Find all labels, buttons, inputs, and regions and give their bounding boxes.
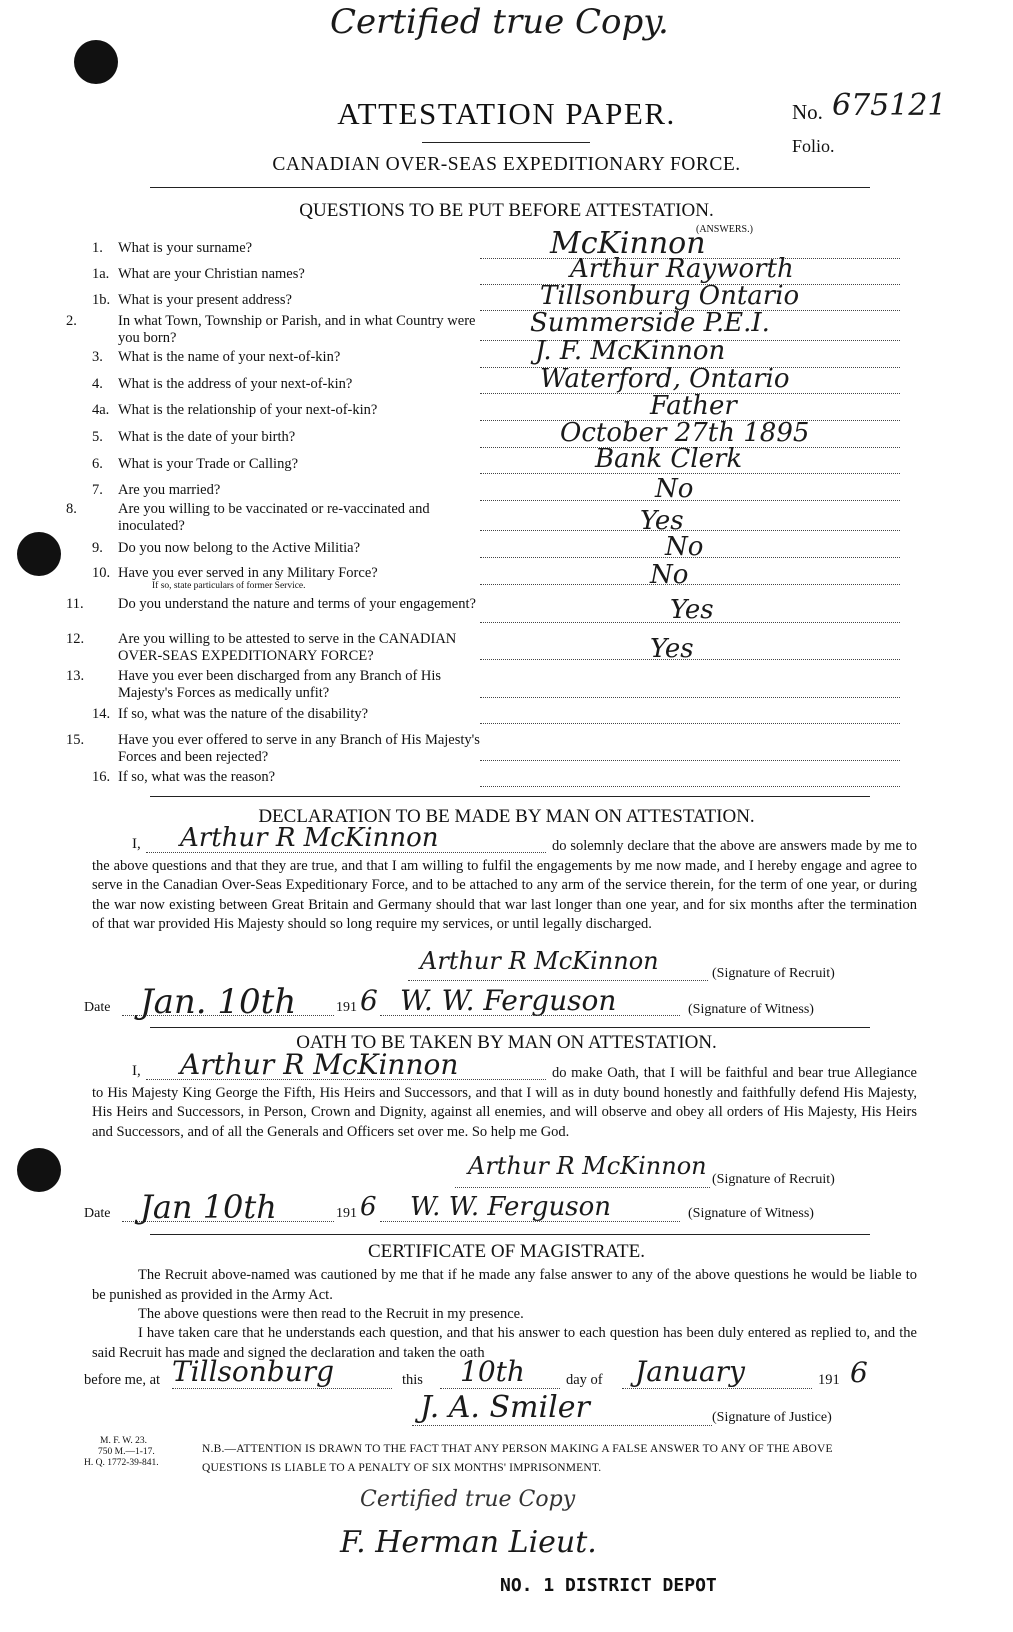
declaration-date-label: Date xyxy=(84,1000,111,1015)
magistrate-place: Tillsonburg xyxy=(172,1355,335,1388)
declaration-recruit-name: Arthur R McKinnon xyxy=(180,823,439,853)
question-13: 13. Have you ever been discharged from any Branch of His Majesty's Forces as medically unfit? xyxy=(66,668,442,701)
justice-signature-label: (Signature of Justice) xyxy=(712,1410,832,1425)
answer-line xyxy=(480,584,900,585)
magistrate-before-me: before me, at xyxy=(84,1372,161,1388)
folio-label: Folio. xyxy=(792,136,835,156)
magistrate-month-line xyxy=(622,1388,812,1389)
punch-hole-middle xyxy=(17,532,61,576)
magistrate-day-of: day of xyxy=(566,1372,603,1388)
nb-warning: N.B.—ATTENTION IS DRAWN TO THE FACT THAT ANY PERSON MAKING A FALSE ANSWER TO ANY OF THE ABOVE QUESTIONS IS LIABLE TO A PENALTY OF SIX MONTHS' IMPRISONMENT. xyxy=(202,1443,833,1474)
oath-heading: OATH TO BE TAKEN BY MAN ON ATTESTATION. xyxy=(296,1032,717,1053)
oath-date: Jan 10th xyxy=(140,1188,277,1226)
answer-birthplace: Summerside P.E.I. xyxy=(530,308,770,338)
oath-year-suffix: 6 xyxy=(360,1192,377,1222)
certified-copy-handwriting: Certified true Copy. xyxy=(330,2,669,42)
title-underline xyxy=(422,142,590,143)
magistrate-this: this xyxy=(402,1372,423,1388)
section-divider xyxy=(150,1027,870,1028)
question-6: 6. What is your Trade or Calling? xyxy=(92,456,299,472)
oath-witness-signature: W. W. Ferguson xyxy=(410,1192,611,1222)
answer-trade: Bank Clerk xyxy=(595,444,743,474)
declaration-witness-line xyxy=(380,1015,680,1016)
paper-number: 675121 xyxy=(832,88,947,123)
stamp-depot: NO. 1 DISTRICT DEPOT xyxy=(500,1575,717,1596)
page-title: ATTESTATION PAPER. xyxy=(337,96,676,131)
form-code-2: 750 M.—1-17. xyxy=(98,1447,155,1457)
question-15: 15. Have you ever offered to serve in any Branch of His Majesty's Forces and been rejected? xyxy=(66,732,480,765)
punch-hole-top xyxy=(74,40,118,84)
answer-willing-attested: Yes xyxy=(650,634,694,664)
question-3: 3. What is the name of your next-of-kin? xyxy=(92,349,341,365)
oath-recruit-signature: Arthur R McKinnon xyxy=(468,1152,707,1180)
magistrate-place-line xyxy=(172,1388,392,1389)
oath-witness-label: (Signature of Witness) xyxy=(688,1206,814,1221)
answer-military-service: No xyxy=(650,560,689,590)
question-10-note: If so, state particulars of former Service. xyxy=(152,581,306,591)
answer-line xyxy=(480,760,900,761)
oath-date-label: Date xyxy=(84,1206,111,1221)
declaration-witness-label: (Signature of Witness) xyxy=(688,1002,814,1017)
section-divider xyxy=(150,1234,870,1235)
answer-next-of-kin: J. F. McKinnon xyxy=(535,336,726,366)
magistrate-heading: CERTIFICATE OF MAGISTRATE. xyxy=(367,1241,645,1262)
justice-signature: J. A. Smiler xyxy=(420,1390,590,1425)
answer-address: Tillsonburg Ontario xyxy=(540,281,800,311)
answer-line xyxy=(480,530,900,531)
answer-birth-date: October 27th 1895 xyxy=(560,418,810,448)
question-1: 1. What is your surname? xyxy=(92,240,253,256)
punch-hole-lower xyxy=(17,1148,61,1192)
question-8: 8. Are you willing to be vaccinated or re-vaccinated and inoculated? xyxy=(66,501,430,534)
answer-line xyxy=(480,723,900,724)
answer-line xyxy=(480,786,900,787)
answer-married: No xyxy=(655,474,694,504)
question-9: 9. Do you now belong to the Active Militia? xyxy=(92,540,361,556)
declaration-witness-signature: W. W. Ferguson xyxy=(400,984,617,1017)
questions-heading: QUESTIONS TO BE PUT BEFORE ATTESTATION. xyxy=(299,200,714,221)
magistrate-read: The above questions were then read to the Recruit in my presence. xyxy=(138,1306,524,1322)
answer-relationship: Father xyxy=(650,391,737,421)
section-divider xyxy=(150,796,870,797)
oath-recruit-name: Arthur R McKinnon xyxy=(180,1048,459,1081)
question-12: 12. Are you willing to be attested to serve in the CANADIAN OVER-SEAS EXPEDITIONARY FORCE? xyxy=(66,631,457,664)
magistrate-day-line xyxy=(440,1388,560,1389)
magistrate-month: January xyxy=(635,1355,745,1388)
question-11: 11. Do you understand the nature and terms of your engagement? xyxy=(66,596,476,612)
magistrate-year-suffix: 6 xyxy=(850,1356,868,1389)
oath-witness-line xyxy=(380,1221,680,1222)
declaration-date: Jan. 10th xyxy=(140,982,297,1022)
declaration-heading: DECLARATION TO BE MADE BY MAN ON ATTESTATION. xyxy=(258,806,755,827)
answer-christian-names: Arthur Rayworth xyxy=(570,254,794,284)
form-code-1: M. F. W. 23. xyxy=(100,1436,148,1446)
question-7: 7. Are you married? xyxy=(92,482,221,498)
form-code-3: H. Q. 1772-39-841. xyxy=(84,1458,159,1468)
declaration-i: I, xyxy=(132,836,141,852)
question-16: 16. If so, what was the reason? xyxy=(92,769,276,785)
declaration-text: do solemnly declare that the above are answers made by me to the above questions and that they are true, and that I am willing to fulfil the engagements by me now made, and I hereby engage and agree to serve in the Canadian Over-Seas Expeditionary Force, and to be attached to any arm of the service therein, for the term of one year, or during the war now existing between Great Britain and Germany should that war last longer than one year, and for six months after the termination of that war provided His Majesty should so long require my services, or until legally discharged. xyxy=(92,838,917,932)
declaration-recruit-signature: Arthur R McKinnon xyxy=(420,947,659,975)
answer-next-of-kin-address: Waterford, Ontario xyxy=(540,364,790,394)
force-heading: CANADIAN OVER-SEAS EXPEDITIONARY FORCE. xyxy=(272,154,741,175)
question-4: 4. What is the address of your next-of-kin? xyxy=(92,376,353,392)
question-14: 14. If so, what was the nature of the disability? xyxy=(92,706,369,722)
answer-understand-terms: Yes xyxy=(670,595,714,625)
justice-signature-line xyxy=(412,1425,712,1426)
question-4a: 4a. What is the relationship of your next-of-kin? xyxy=(92,402,378,418)
answer-militia: No xyxy=(665,532,704,562)
magistrate-year-prefix: 191 xyxy=(818,1372,840,1388)
declaration-recruit-line xyxy=(408,980,708,981)
answer-surname: McKinnon xyxy=(550,226,706,261)
stamp-signature: F. Herman Lieut. xyxy=(340,1525,597,1560)
question-5: 5. What is the date of your birth? xyxy=(92,429,296,445)
oath-text: do make Oath, that I will be faithful and bear true Allegiance to His Majesty King George the Fifth, His Heirs and Successors, and that I will as in duty bound honestly and faithfully defend His Majesty, His Heirs and Successors, in Person, Crown and Dignity, against all enemies, and will observe and obey all orders of His Majesty, His Heirs and Successors, and of all the Generals and Officers set over me. So help me God. xyxy=(92,1065,917,1140)
question-1a: 1a. What are your Christian names? xyxy=(92,266,305,282)
magistrate-caution: The Recruit above-named was cautioned by me that if he made any false answer to any of the above questions he would be liable to be punished as provided in the Army Act. xyxy=(92,1267,917,1303)
magistrate-day: 10th xyxy=(460,1355,525,1388)
stamp-certified: Certified true Copy xyxy=(360,1487,576,1512)
oath-recruit-label: (Signature of Recruit) xyxy=(712,1172,835,1187)
answer-vaccinated: Yes xyxy=(640,506,684,536)
declaration-recruit-label: (Signature of Recruit) xyxy=(712,966,835,981)
answers-label: (ANSWERS.) xyxy=(696,224,753,235)
declaration-year-prefix: 191 xyxy=(336,1000,357,1015)
oath-recruit-line xyxy=(455,1187,710,1188)
oath-year-prefix: 191 xyxy=(336,1206,357,1221)
question-1b: 1b. What is your present address? xyxy=(92,292,292,308)
magistrate-care: I have taken care that he understands each question, and that his answer to each question has been duly entered as replied to, and the said Recruit has made and signed the declaration and taken the oath xyxy=(92,1325,917,1361)
oath-i: I, xyxy=(132,1063,141,1079)
declaration-year-suffix: 6 xyxy=(360,984,378,1017)
answer-line xyxy=(480,697,900,698)
question-2: 2. In what Town, Township or Parish, and in what Country were you born? xyxy=(66,313,476,346)
paper-number-label: No. xyxy=(792,100,823,124)
header-divider xyxy=(150,187,870,188)
question-10: 10. Have you ever served in any Military Force? xyxy=(92,565,378,581)
